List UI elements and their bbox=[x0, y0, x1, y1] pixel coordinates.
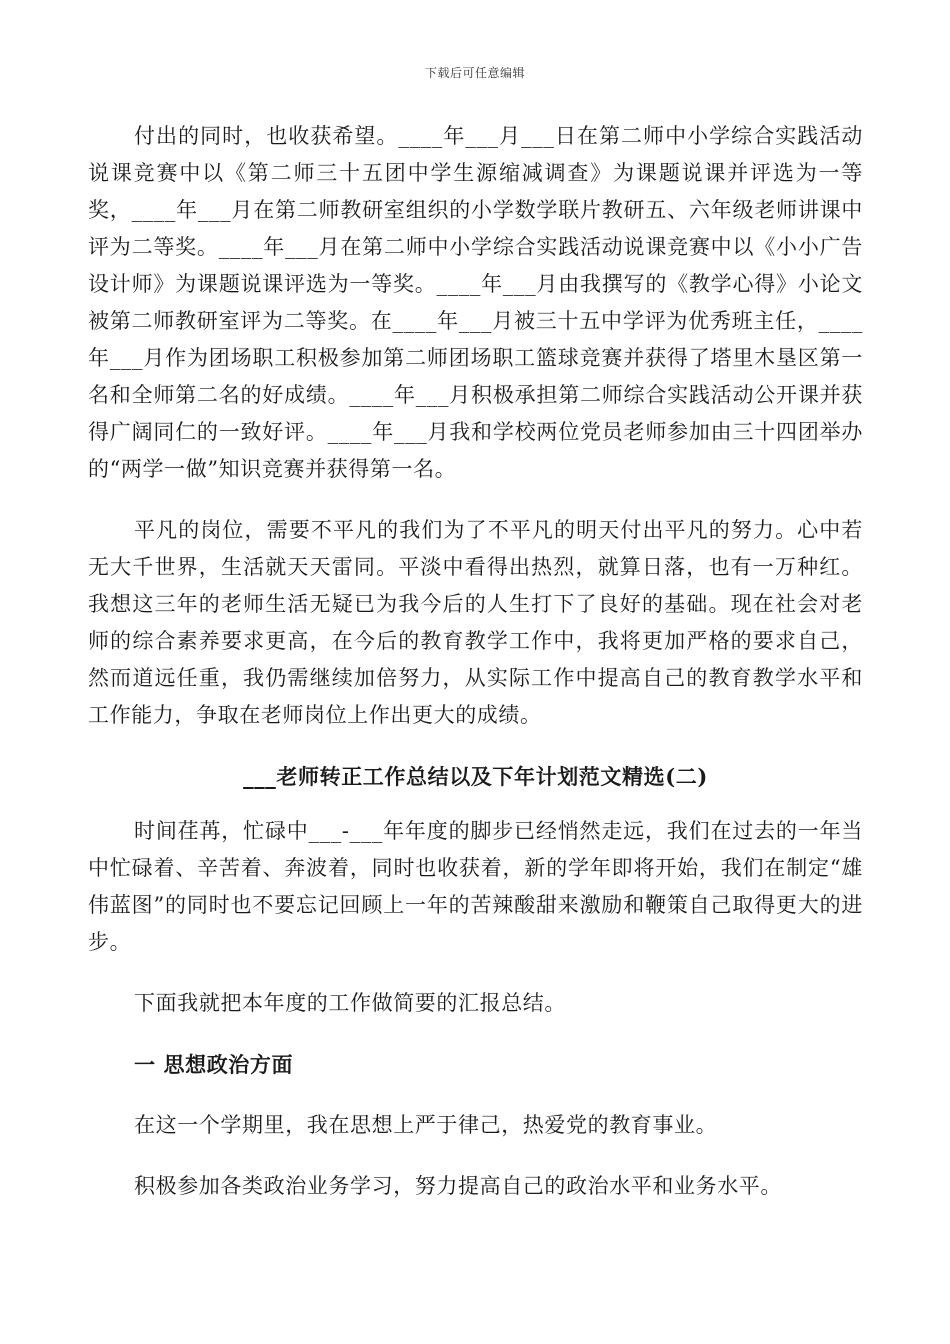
section-title: ___老师转正工作总结以及下年计划范文精选(二) bbox=[243, 764, 708, 789]
paragraph-political-2: 积极参加各类政治业务学习，努力提高自己的政治水平和业务水平。 bbox=[134, 1174, 782, 1198]
paragraph-intro: 时间荏苒，忙碌中___-___年年度的脚步已经悄然走远，我们在过去的一年当中忙碌着、辛苦着、奔波着，同时也收获着，新的学年即将开始，我们在制定“雄伟蓝图”的同时也不要忘记回顾上一年的苦辣酸甜来激励和鞭策自己取得更大的进步。 bbox=[88, 819, 863, 954]
paragraph-summary-lead: 下面我就把本年度的工作做简要的汇报总结。 bbox=[134, 991, 566, 1015]
document-body bbox=[88, 118, 863, 1205]
paragraph-political-1: 在这一个学期里，我在思想上严于律己，热爱党的教育事业。 bbox=[134, 1113, 718, 1137]
paragraph-awards: 付出的同时，也收获希望。____年___月___日在第二师中小学综合实践活动说课竞赛中以《第二师三十五团中学生源缩减调查》为课题说课并评选为一等奖，____年___月在第二师教研室组织的小学数学联片教研五、六年级老师讲课中评为二等奖。____年___月在第二师中小学综合实践活动说课竞赛中以《小小广告设计师》为课题说课评选为一等奖。____年___月由我撰写的《教学心得》小论文被第二师教研室评为二等奖。在____年___月被三十五中学评为优秀班主任，____年___月作为团场职工积极参加第二师团场职工篮球竞赛并获得了塔里木垦区第一名和全师第二名的好成绩。____年___月积极承担第二师综合实践活动公开课并获得广阔同仁的一致好评。____年___月我和学校两位党员老师参加由三十四团举办的“两学一做”知识竞赛并获得第一名。 bbox=[88, 124, 863, 481]
page-header-note: 下载后可任意编辑 bbox=[424, 66, 525, 80]
sub-heading-political: 一 思想政治方面 bbox=[134, 1052, 294, 1077]
paragraph-reflection: 平凡的岗位，需要不平凡的我们为了不平凡的明天付出平凡的努力。心中若无大千世界，生活就天天雷同。平淡中看得出热烈，就算日落，也有一万种红。我想这三年的老师生活无疑已为我今后的人生打下了良好的基础。现在社会对老师的综合素养要求更高，在今后的教育教学工作中，我将更加严格的要求自己，然而道远任重，我仍需继续加倍努力，从实际工作中提高自己的教育教学水平和工作能力，争取在老师岗位上作出更大的成绩。 bbox=[88, 518, 863, 727]
